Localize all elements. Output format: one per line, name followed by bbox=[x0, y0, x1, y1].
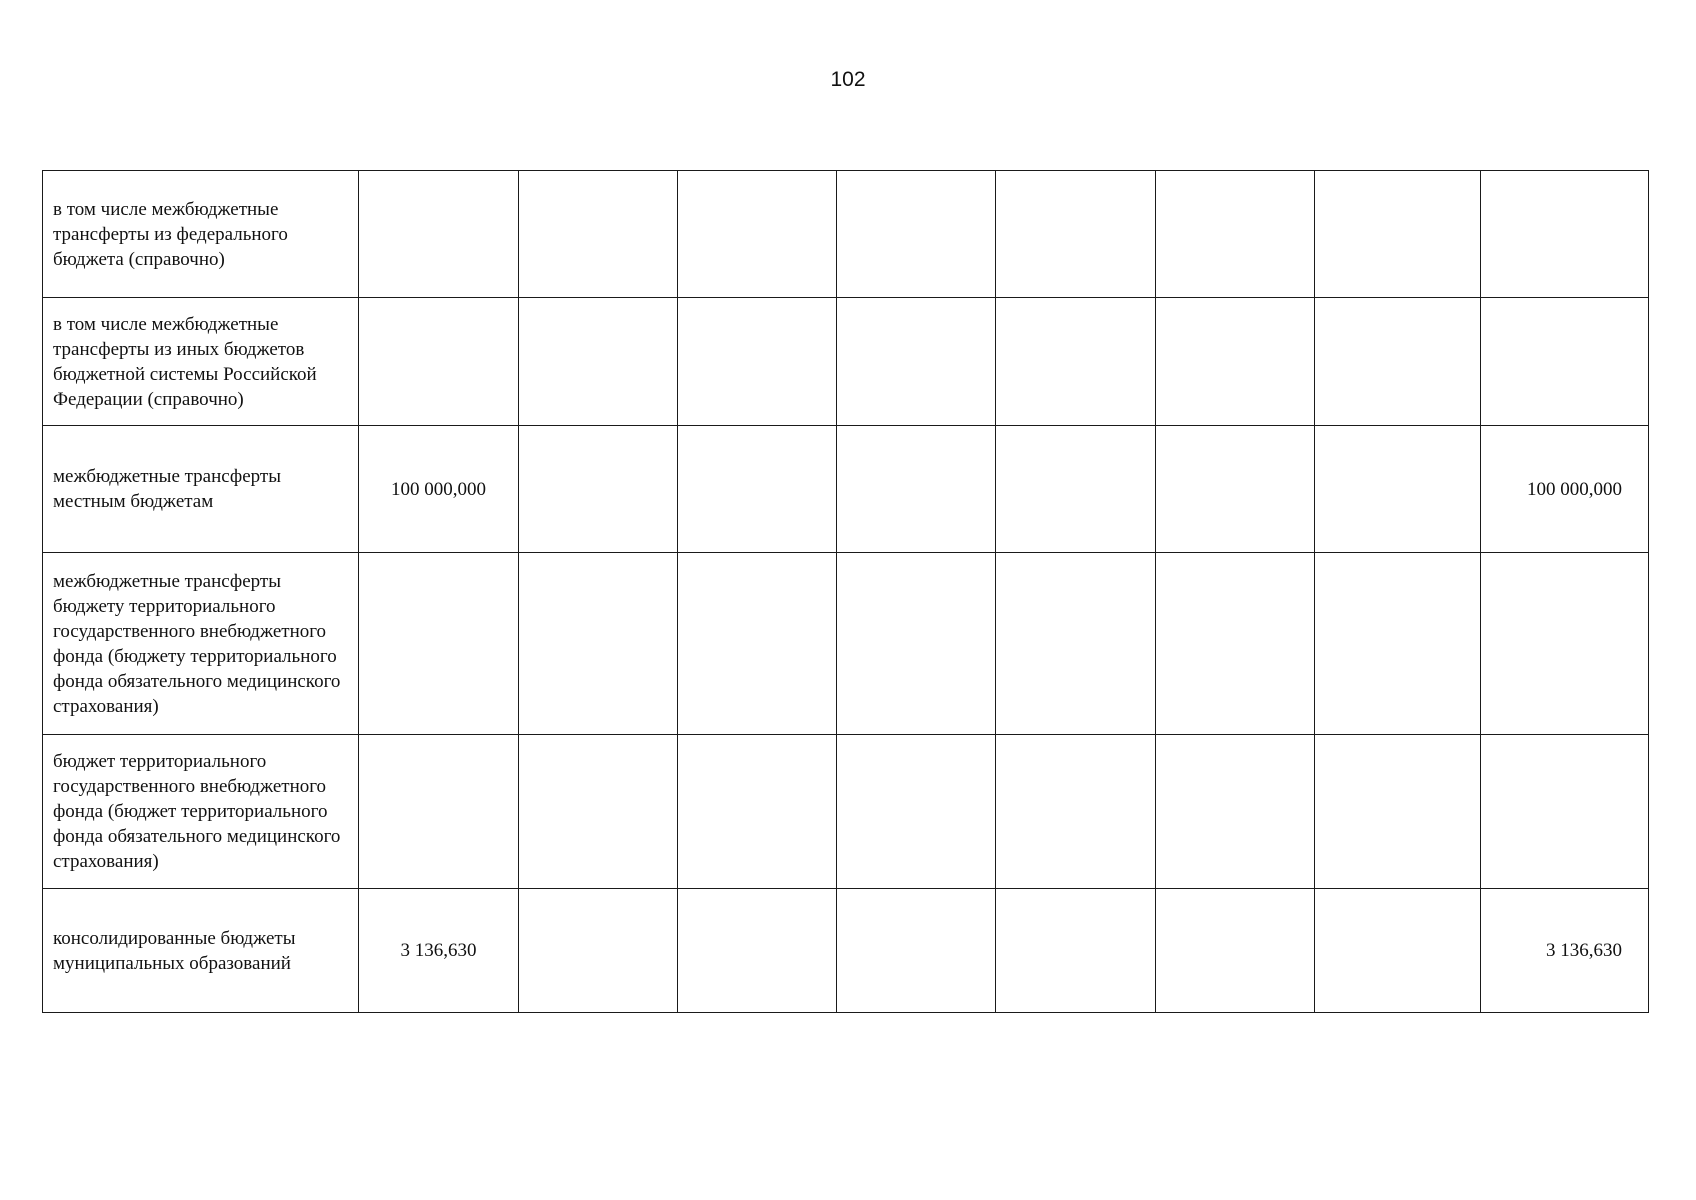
row-label: бюджет территориального государственного внебюджетного фонда (бюджет территориального фонда обязательного медицинского страхования) bbox=[53, 751, 341, 872]
total-cell bbox=[1481, 735, 1649, 889]
budget-table bbox=[42, 170, 1649, 1013]
value-cell bbox=[837, 553, 996, 735]
row-label-cell bbox=[43, 553, 359, 735]
value-cell bbox=[1156, 171, 1315, 298]
page-number: 102 bbox=[830, 68, 866, 91]
table-row bbox=[43, 553, 1649, 735]
row-label: межбюджетные трансферты бюджету территориального государственного внебюджетного фонда (бюджету территориального фонда обязательного медицинского страхования) bbox=[53, 570, 341, 717]
value-cell bbox=[678, 553, 837, 735]
table-row bbox=[43, 889, 1649, 1013]
value-cell bbox=[1315, 426, 1481, 553]
total-cell: 3 136,630 bbox=[1481, 889, 1649, 1013]
value-cell bbox=[1315, 298, 1481, 426]
value-cell bbox=[359, 171, 519, 298]
total-cell bbox=[1481, 298, 1649, 426]
row-label-cell bbox=[43, 426, 359, 553]
value-cell bbox=[1315, 735, 1481, 889]
row-label-cell bbox=[43, 298, 359, 426]
value-cell bbox=[678, 171, 837, 298]
value-cell bbox=[996, 171, 1156, 298]
total-cell bbox=[1481, 553, 1649, 735]
value-cell bbox=[359, 553, 519, 735]
total-cell bbox=[1481, 171, 1649, 298]
value-cell bbox=[1156, 298, 1315, 426]
row-label-cell bbox=[43, 171, 359, 298]
value-cell bbox=[837, 889, 996, 1013]
row-label: консолидированные бюджеты муниципальных образований bbox=[53, 927, 296, 974]
value-cell bbox=[519, 735, 678, 889]
table-row bbox=[43, 426, 1649, 553]
value-cell bbox=[678, 298, 837, 426]
value-cell bbox=[996, 889, 1156, 1013]
value-cell bbox=[1315, 171, 1481, 298]
value-cell bbox=[678, 889, 837, 1013]
value-cell bbox=[519, 171, 678, 298]
value-cell bbox=[519, 298, 678, 426]
row-label-cell bbox=[43, 735, 359, 889]
row-label: в том числе межбюджетные трансферты из иных бюджетов бюджетной системы Российской Федерации (справочно) bbox=[53, 313, 317, 410]
value-cell: 100 000,000 bbox=[359, 426, 519, 553]
value-cell bbox=[1315, 553, 1481, 735]
value-cell bbox=[837, 426, 996, 553]
value-cell: 3 136,630 bbox=[359, 889, 519, 1013]
value-cell bbox=[359, 735, 519, 889]
value-cell bbox=[1156, 735, 1315, 889]
value-cell bbox=[519, 553, 678, 735]
value-cell bbox=[996, 298, 1156, 426]
value-cell bbox=[678, 426, 837, 553]
value-cell bbox=[837, 171, 996, 298]
value-cell bbox=[837, 298, 996, 426]
row-label-cell bbox=[43, 889, 359, 1013]
table-row bbox=[43, 298, 1649, 426]
value-cell bbox=[519, 426, 678, 553]
row-label: межбюджетные трансферты местным бюджетам bbox=[53, 466, 281, 512]
value-cell bbox=[519, 889, 678, 1013]
value-cell bbox=[996, 553, 1156, 735]
total-cell: 100 000,000 bbox=[1481, 426, 1649, 553]
table-row bbox=[43, 735, 1649, 889]
value-cell bbox=[996, 735, 1156, 889]
row-label: в том числе межбюджетные трансферты из федерального бюджета (справочно) bbox=[53, 198, 288, 270]
value-cell bbox=[837, 735, 996, 889]
value-cell bbox=[1156, 426, 1315, 553]
value-cell bbox=[1156, 889, 1315, 1013]
value-cell bbox=[1315, 889, 1481, 1013]
value-cell bbox=[996, 426, 1156, 553]
value-cell bbox=[678, 735, 837, 889]
value-cell bbox=[359, 298, 519, 426]
value-cell bbox=[1156, 553, 1315, 735]
table-row bbox=[43, 171, 1649, 298]
